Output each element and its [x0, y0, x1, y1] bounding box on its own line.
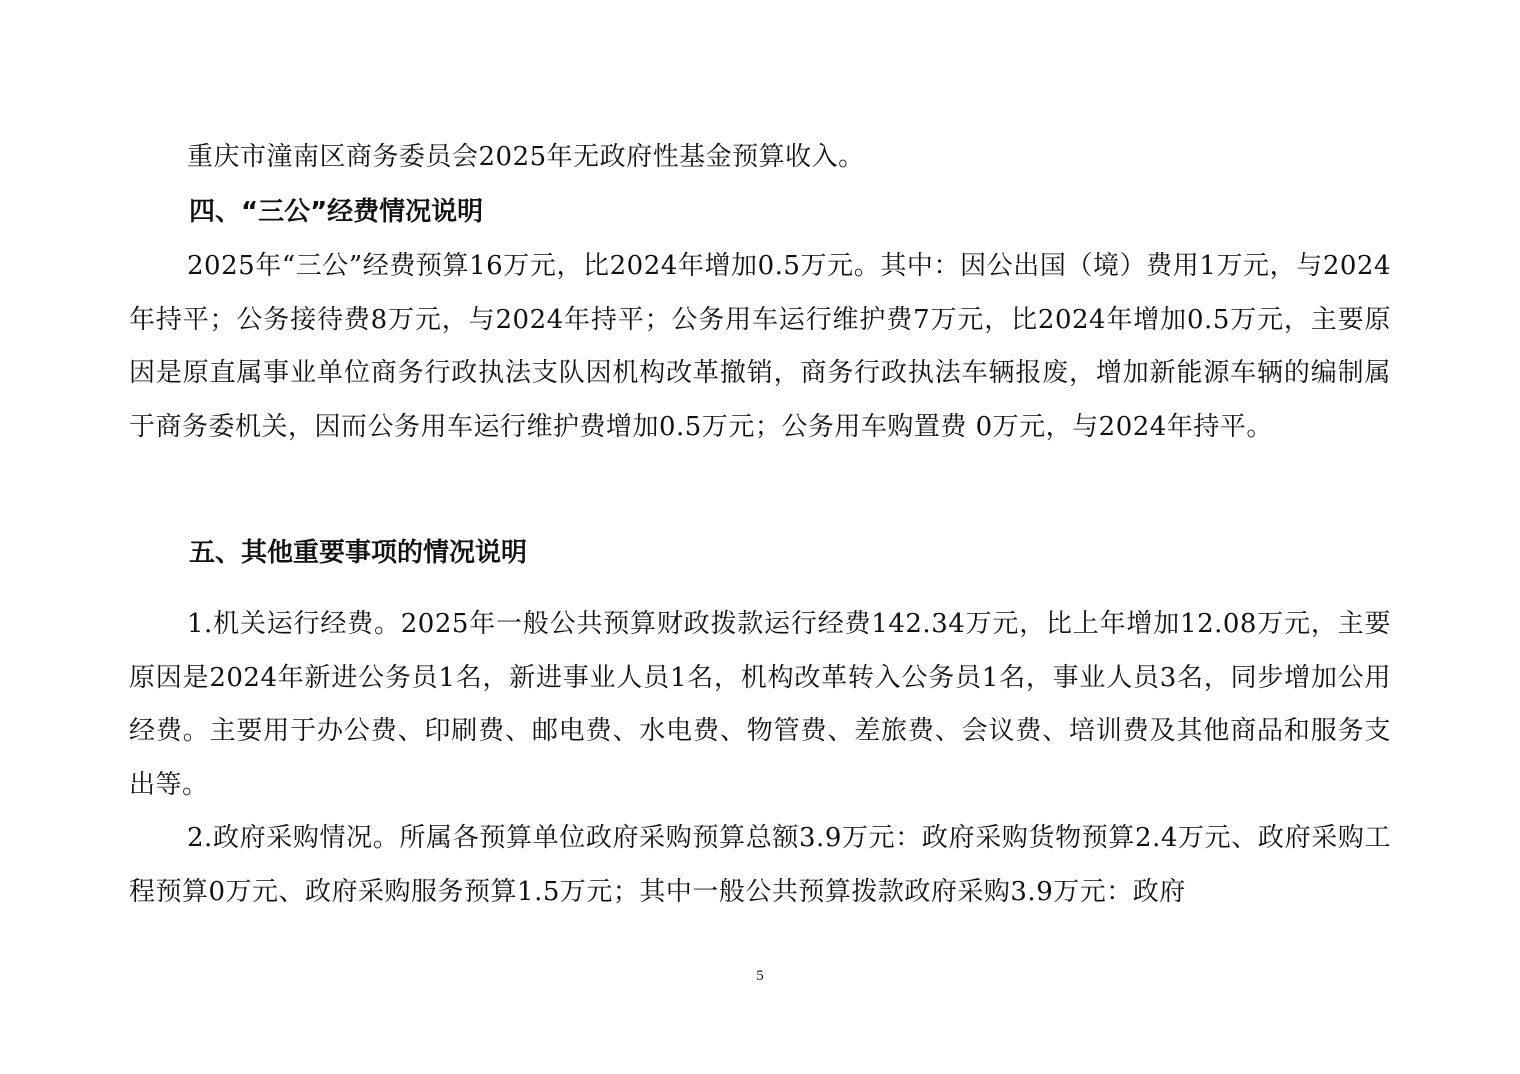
paragraph-three-public-expenses: 2025年“三公”经费预算16万元，比2024年增加0.5万元。其中：因公出国（境）费用1万元，与2024年持平；公务接待费8万元，与2024年持平；公务用车运行维护费7万元，比2024年增加0.5万元，主要原因是原直属事业单位商务行政执法支队因机构改革撤销，商务行政执法车辆报废，增加新能源车辆的编制属于商务委机关，因而公务用车运行维护费增加0.5万元；公务用车购置费 0万元，与2024年持平。 — [129, 251, 1391, 442]
heading-section-4: 四、“三公”经费情况说明 — [189, 197, 484, 227]
paragraph-operating-costs: 1.机关运行经费。2025年一般公共预算财政拨款运行经费142.34万元，比上年增加12.08万元，主要原因是2024年新进公务员1名，新进事业人员1名，机构改革转入公务员1名，事业人员3名，同步增加公用经费。主要用于办公费、印刷费、邮电费、水电费、物管费、差旅费、会议费、培训费及其他商品和服务支出等。 — [129, 609, 1391, 800]
heading-section-5: 五、其他重要事项的情况说明 — [189, 538, 528, 568]
paragraph-fund-income: 重庆市潼南区商务委员会2025年无政府性基金预算收入。 — [187, 142, 865, 172]
page-number: 5 — [756, 968, 764, 984]
paragraph-government-procurement: 2.政府采购情况。所属各预算单位政府采购预算总额3.9万元：政府采购货物预算2.4万元、政府采购工程预算0万元、政府采购服务预算1.5万元；其中一般公共预算拨款政府采购3.9万元：政府 — [129, 823, 1391, 907]
